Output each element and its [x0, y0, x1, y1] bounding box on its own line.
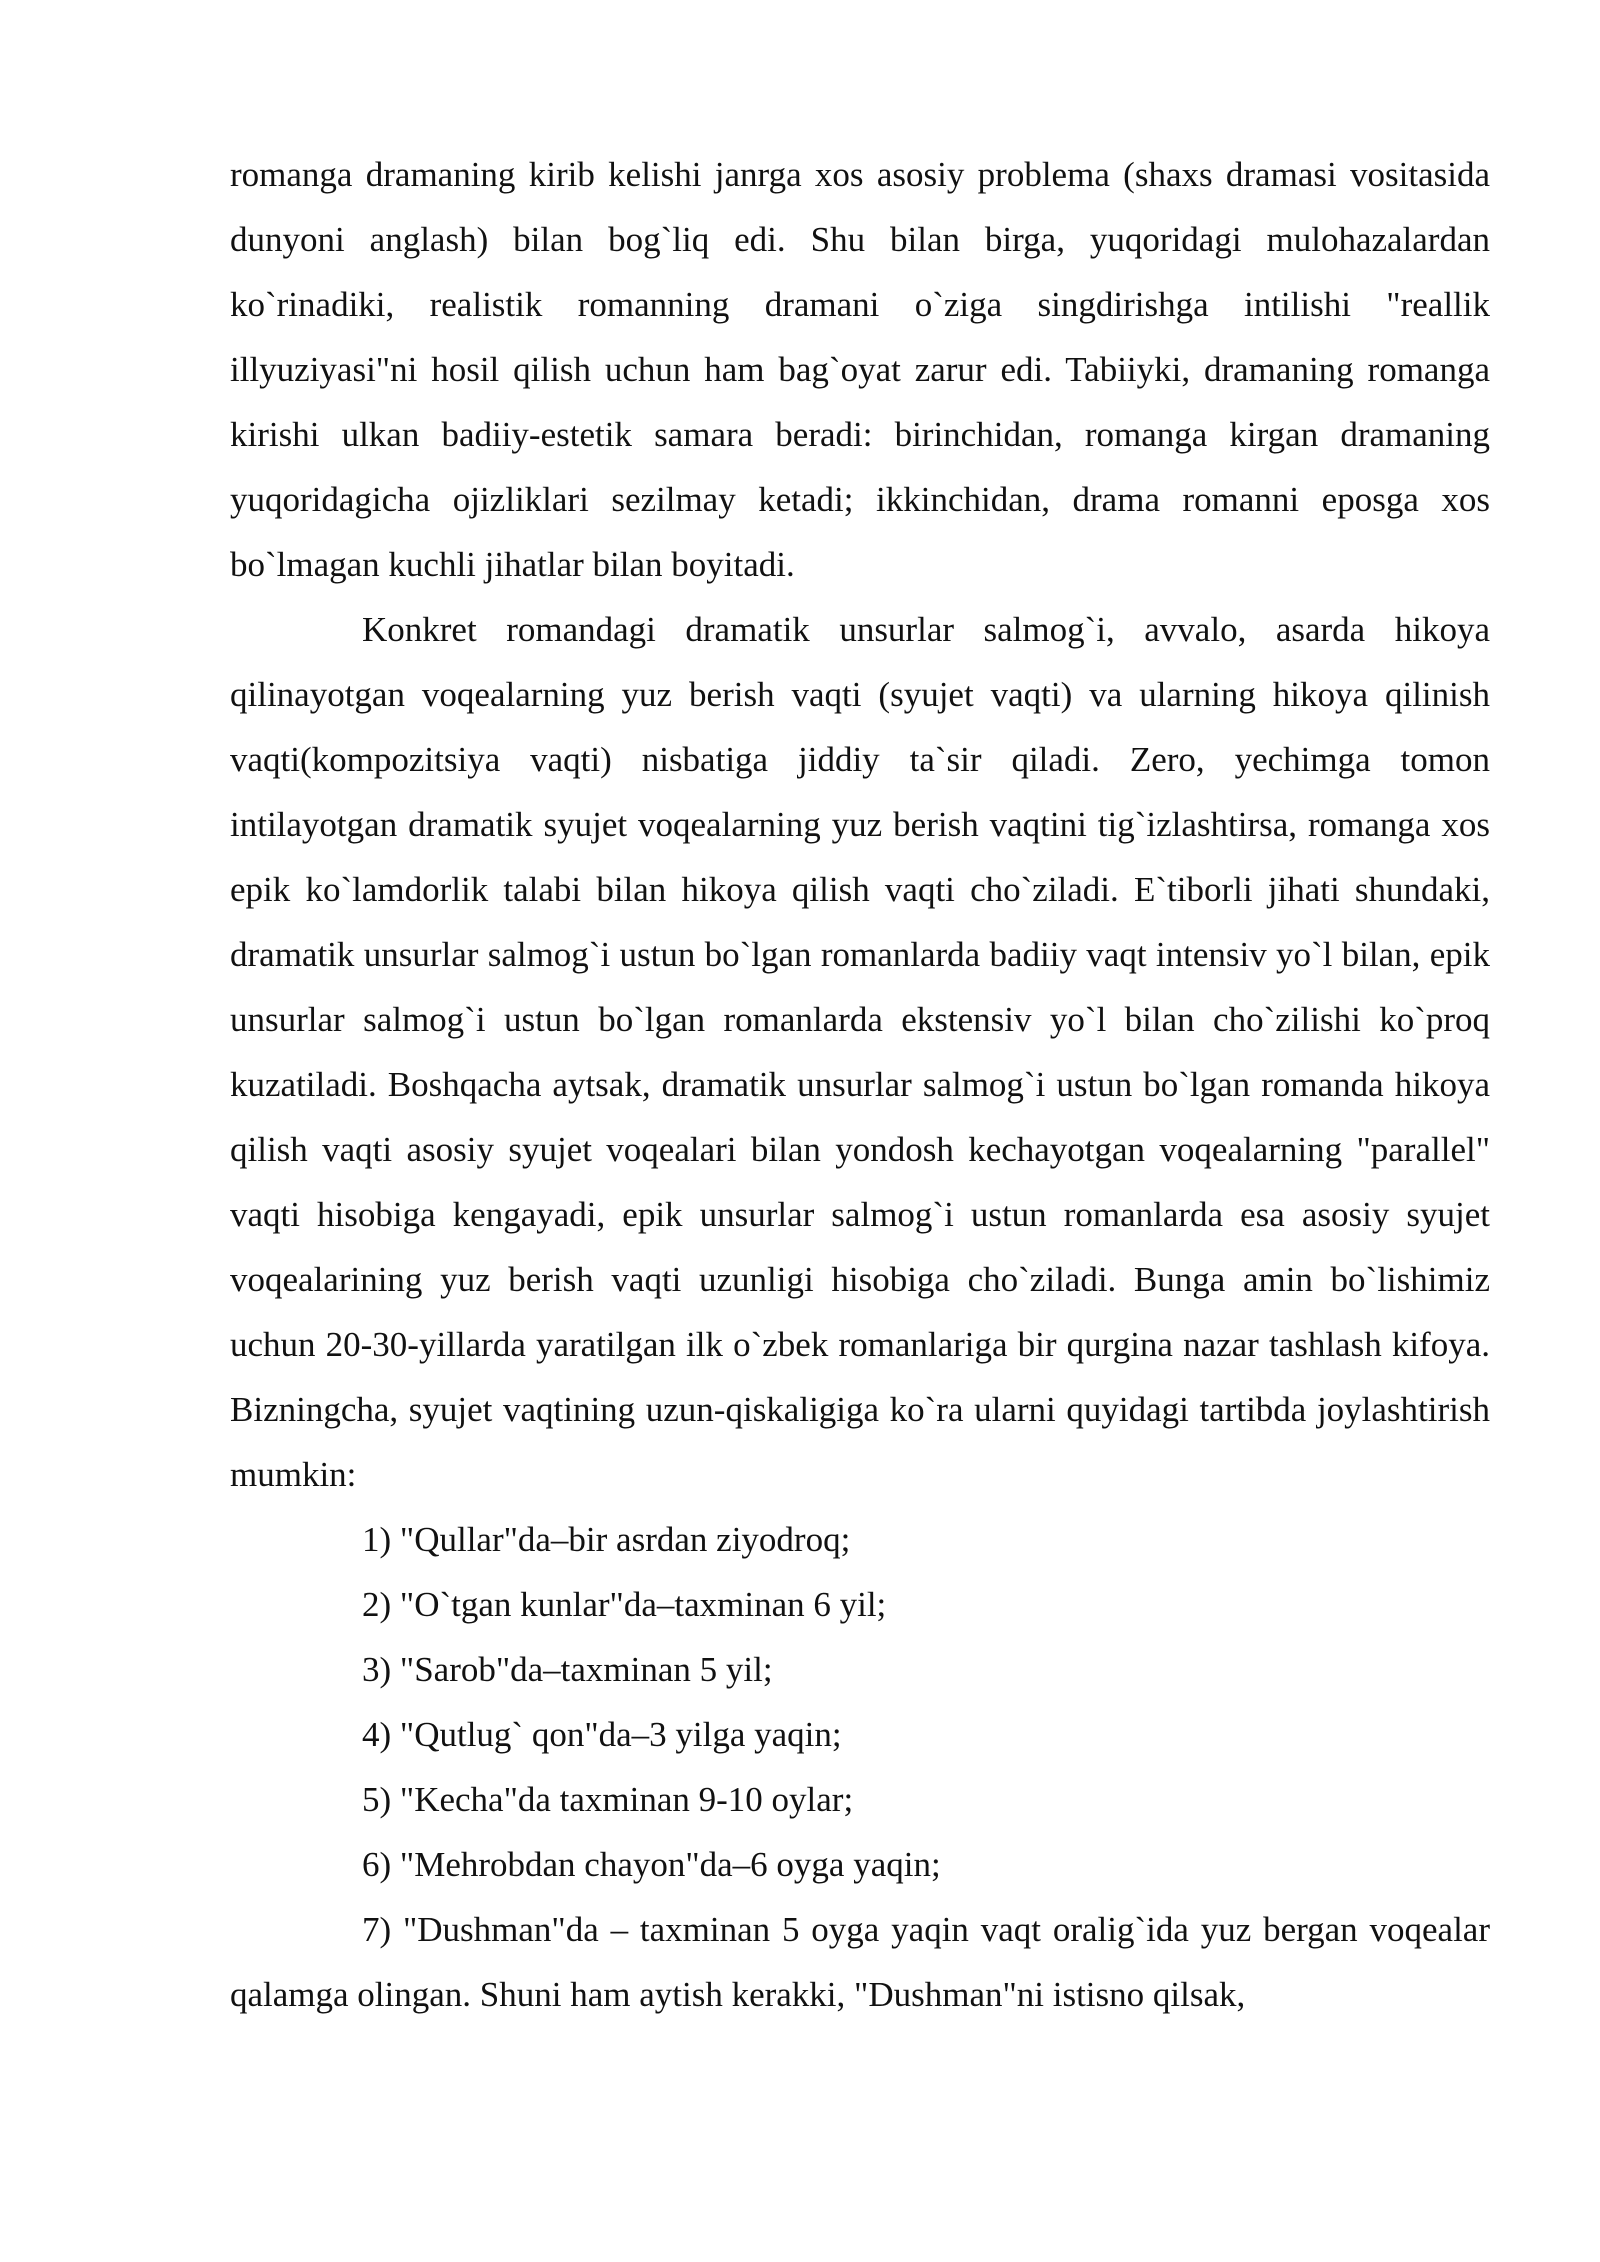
- list-item-6: 6) "Mehrobdan chayon"da–6 oyga yaqin;: [362, 1845, 941, 1884]
- list-item-2: 2) "O`tgan kunlar"da–taxminan 6 yil;: [362, 1585, 887, 1624]
- list-item-1: 1) "Qullar"da–bir asrdan ziyodroq;: [362, 1520, 851, 1559]
- list-item-5: 5) "Kecha"da taxminan 9-10 oylar;: [362, 1780, 854, 1819]
- list-item-4: 4) "Qutlug` qon"da–3 yilga yaqin;: [362, 1715, 842, 1754]
- document-body: [230, 142, 1490, 2027]
- paragraph-1: romanga dramaning kirib kelishi janrga xos asosiy problema (shaxs dramasi vositasida dunyoni anglash) bilan bog`liq edi. Shu bilan birga, yuqoridagi mulohazalardan ko`rinadiki, realistik romanning dramani o`ziga singdirishga intilishi "reallik illyuziyasi"ni hosil qilish uchun ham bag`oyat zarur edi. Tabiiyki, dramaning romanga kirishi ulkan badiiy-estetik samara beradi: birinchidan, romanga kirgan dramaning yuqoridagicha ojizliklari sezilmay ketadi; ikkinchidan, drama romanni eposga xos bo`lmagan kuchli jihatlar bilan boyitadi.: [230, 155, 1490, 584]
- list-item-3: 3) "Sarob"da–taxminan 5 yil;: [362, 1650, 773, 1689]
- paragraph-2: Konkret romandagi dramatik unsurlar salmog`i, avvalo, asarda hikoya qilinayotgan voqealarning yuz berish vaqti (syujet vaqti) va ularning hikoya qilinish vaqti(kompozitsiya vaqti) nisbatiga jiddiy ta`sir qiladi. Zero, yechimga tomon intilayotgan dramatik syujet voqealarning yuz berish vaqtini tig`izlashtirsa, romanga xos epik ko`lamdorlik talabi bilan hikoya qilish vaqti cho`ziladi. E`tiborli jihati shundaki, dramatik unsurlar salmog`i ustun bo`lgan romanlarda badiiy vaqt intensiv yo`l bilan, epik unsurlar salmog`i ustun bo`lgan romanlarda ekstensiv yo`l bilan cho`zilishi ko`proq kuzatiladi. Boshqacha aytsak, dramatik unsurlar salmog`i ustun bo`lgan romanda hikoya qilish vaqti asosiy syujet voqealari bilan yondosh kechayotgan voqealarning "parallel" vaqti hisobiga kengayadi, epik unsurlar salmog`i ustun romanlarda esa asosiy syujet voqealarining yuz berish vaqti uzunligi hisobiga cho`ziladi. Bunga amin bo`lishimiz uchun 20-30-yillarda yaratilgan ilk o`zbek romanlariga bir qurgina nazar tashlash kifoya. Bizningcha, syujet vaqtining uzun-qiskaligiga ko`ra ularni quyidagi tartibda joylashtirish mumkin:: [230, 610, 1490, 1494]
- list-item-7: 7) "Dushman"da – taxminan 5 oyga yaqin vaqt oralig`ida yuz bergan voqealar qalamga olingan. Shuni ham aytish kerakki, "Dushman"ni istisno qilsak,: [230, 1910, 1490, 2014]
